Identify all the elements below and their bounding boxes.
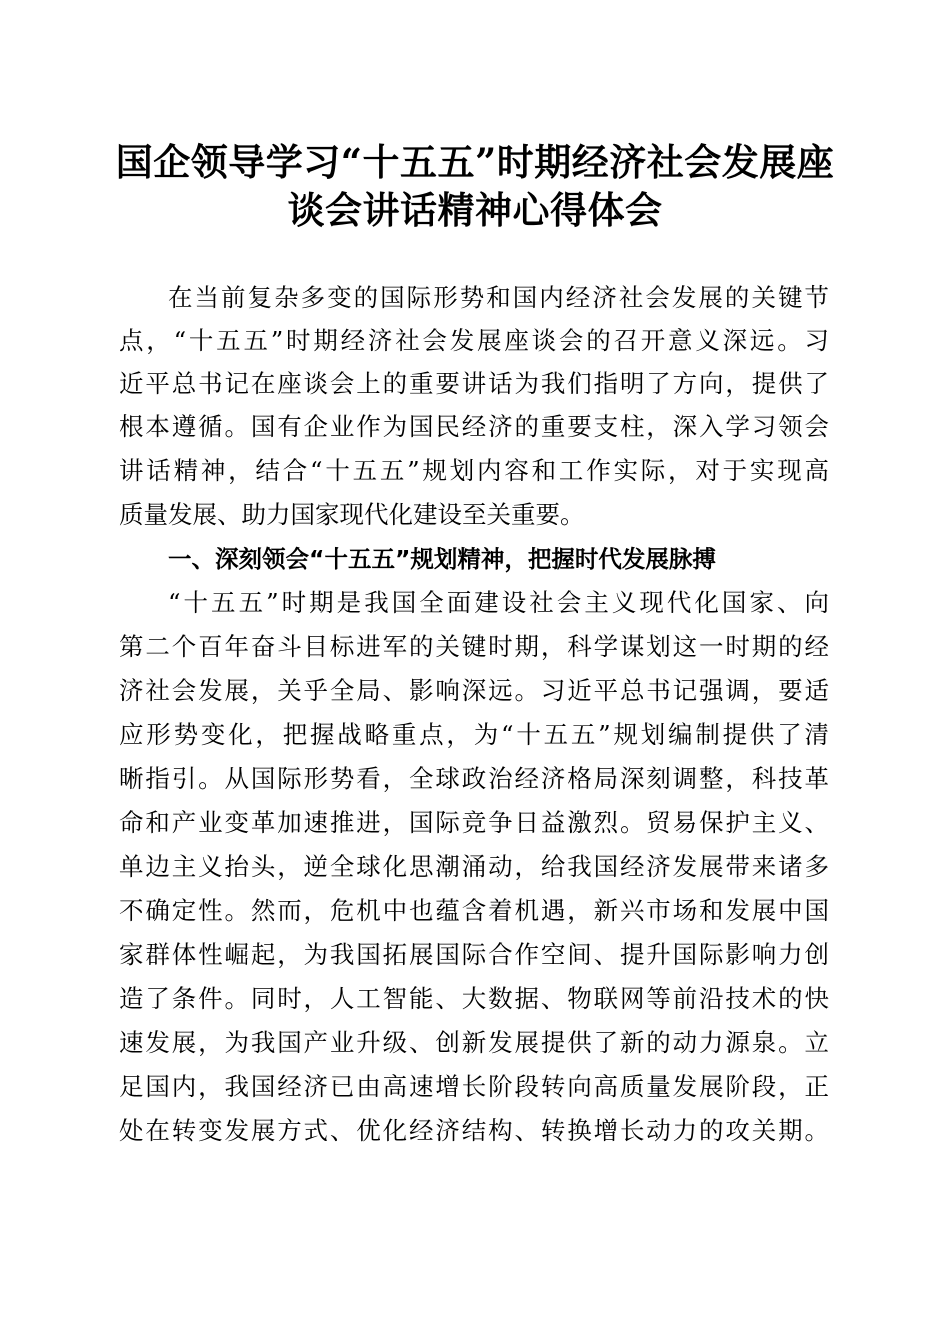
document-title-line-2: 谈会讲话精神心得体会: [287, 188, 663, 232]
document-title-line-1: 国企领导学习“十五五”时期经济社会发展座: [115, 140, 835, 184]
paragraph-2-line-9: 家群体性崛起，为我国拓展国际合作空间、提升国际影响力创: [119, 940, 829, 969]
paragraph-1-line-1: 在当前复杂多变的国际形势和国内经济社会发展的关键节: [168, 283, 829, 312]
section-heading-1: 一、深刻领会“十五五”规划精神，把握时代发展脉搏: [168, 545, 716, 573]
paragraph-2-line-3: 济社会发展，关乎全局、影响深远。习近平总书记强调，要适: [119, 676, 829, 705]
paragraph-2-line-1: “十五五”时期是我国全面建设社会主义现代化国家、向: [168, 588, 829, 617]
paragraph-2-line-11: 速发展，为我国产业升级、创新发展提供了新的动力源泉。立: [119, 1028, 829, 1057]
paragraph-2-line-7: 单边主义抬头，逆全球化思潮涌动，给我国经济发展带来诸多: [119, 852, 829, 881]
paragraph-2-line-2: 第二个百年奋斗目标进军的关键时期，科学谋划这一时期的经: [119, 632, 829, 661]
paragraph-2-line-10: 造了条件。同时，人工智能、大数据、物联网等前沿技术的快: [119, 984, 829, 1013]
paragraph-2-line-13: 处在转变发展方式、优化经济结构、转换增长动力的攻关期。: [119, 1116, 829, 1145]
paragraph-1-line-5: 讲话精神，结合“十五五”规划内容和工作实际，对于实现高: [119, 456, 829, 485]
paragraph-1-line-6: 质量发展、助力国家现代化建设至关重要。: [119, 500, 585, 529]
paragraph-2-line-12: 足国内，我国经济已由高速增长阶段转向高质量发展阶段，正: [119, 1072, 829, 1101]
paragraph-2-line-6: 命和产业变革加速推进，国际竞争日益激烈。贸易保护主义、: [119, 808, 829, 837]
paragraph-1-line-3: 近平总书记在座谈会上的重要讲话为我们指明了方向，提供了: [119, 369, 829, 398]
paragraph-1-line-4: 根本遵循。国有企业作为国民经济的重要支柱，深入学习领会: [119, 412, 829, 441]
paragraph-2-line-5: 晰指引。从国际形势看，全球政治经济格局深刻调整，科技革: [119, 764, 829, 793]
paragraph-2-line-4: 应形势变化，把握战略重点，为“十五五”规划编制提供了清: [119, 720, 829, 749]
paragraph-1-line-2: 点，“十五五”时期经济社会发展座谈会的召开意义深远。习: [119, 326, 829, 355]
paragraph-2-line-8: 不确定性。然而，危机中也蕴含着机遇，新兴市场和发展中国: [119, 896, 829, 925]
